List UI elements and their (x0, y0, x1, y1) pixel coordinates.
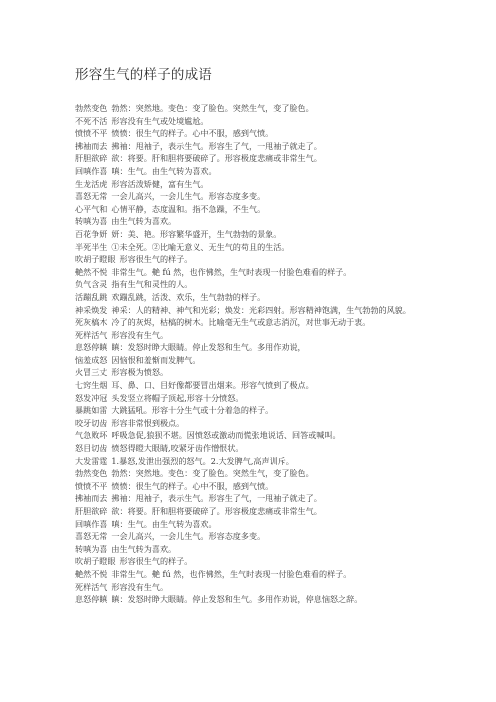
idiom-entry (75, 555, 434, 568)
idiom-definition: 嗔：生气。由生气转为喜欢。 (111, 518, 217, 529)
idiom-term: 愤愤不平 (75, 480, 108, 491)
idiom-entry (75, 429, 434, 442)
idiom-entry (75, 492, 434, 505)
idiom-entry (75, 341, 434, 354)
idiom-term: 生龙活虎 (75, 178, 108, 189)
idiom-entry (75, 165, 434, 178)
idiom-definition: 形容很生气的样子。 (119, 556, 193, 567)
idiom-entry (75, 379, 434, 392)
idiom-entry (75, 543, 434, 556)
idiom-definition: 形容极为愤怒。 (111, 367, 169, 378)
idiom-term: 怒目切齿 (75, 443, 108, 454)
idiom-entry (75, 316, 434, 329)
idiom-definition: 形容非常恨到极点。 (111, 417, 185, 428)
idiom-definition: 妍：美、艳。形容繁华盛开，生气勃勃的景象。 (111, 228, 282, 239)
idiom-definition: 愤愤：很生气的样子。心中不服，感到气愤。 (111, 480, 274, 491)
idiom-definition: 耳、鼻、口、目好像都要冒出烟来。形容气愤到了极点。 (111, 380, 314, 391)
idiom-definition: 心情平静，态度温和。指不急躁，不生气。 (111, 203, 266, 214)
idiom-definition: 勃然：突然地。变色：变了脸色。突然生气，变了脸色。 (111, 103, 314, 113)
idiom-definition: 形容没有生气。 (111, 329, 169, 340)
idiom-definition: 形容活泼矫健，富有生气。 (111, 178, 209, 189)
idiom-term: 勃然变色 (75, 103, 108, 113)
idiom-entry (75, 354, 434, 367)
idiom-entry (75, 291, 434, 304)
idiom-entry (75, 455, 434, 468)
idiom-definition: 呼吸急促,狼狈不堪。因愤怒或激动而慌张地说话、回答或喊叫。 (111, 430, 341, 441)
idiom-term: 拂袖而去 (75, 140, 108, 151)
idiom-definition: 瞋：发怒时睁大眼睛。停止发怒和生气。多用作劝说， (111, 342, 306, 353)
idiom-entry (75, 480, 434, 493)
idiom-term: 百花争妍 (75, 228, 108, 239)
idiom-definition: 勃然：突然地。变色：变了脸色。突然生气，变了脸色。 (111, 468, 314, 479)
idiom-entry (75, 228, 434, 241)
idiom-entry (75, 593, 434, 606)
idiom-entry (75, 467, 434, 480)
idiom-entry (75, 329, 434, 342)
idiom-entry (75, 190, 434, 203)
idiom-term: 负气含灵 (75, 279, 108, 290)
idiom-term: 喜怒无常 (75, 531, 108, 542)
idiom-entry (75, 102, 434, 115)
idiom-entry (75, 241, 434, 254)
idiom-entry (75, 127, 434, 140)
idiom-term: 回嗔作喜 (75, 165, 108, 176)
idiom-term: 肝胆欲碎 (75, 506, 108, 516)
idiom-entry (75, 304, 434, 317)
idiom-entry (75, 215, 434, 228)
idiom-term: 恼羞成怒 (75, 354, 108, 365)
idiom-list (75, 102, 434, 606)
idiom-definition: 冷了的灰烬，枯槁的树木。比喻毫无生气或意志消沉，对世事无动于衷。 (111, 317, 371, 328)
idiom-term: 艴然不悦 (75, 266, 108, 277)
idiom-entry (75, 140, 434, 153)
idiom-term: 神采焕发 (75, 304, 108, 315)
idiom-entry (75, 518, 434, 531)
idiom-definition: 1.暴怒,发泄出强烈的怒气。2.大发脾气,高声训斥。 (111, 455, 294, 466)
idiom-term: 气急败坏 (75, 430, 108, 441)
idiom-entry (75, 581, 434, 594)
idiom-definition: 神采：人的精神、神气和光彩；焕发：光彩四射。形容精神饱满，生气勃勃的风貌。 (111, 304, 411, 315)
idiom-definition: 形容没有生气。 (111, 581, 169, 592)
idiom-definition: 头发竖立将帽子顶起,形容十分愤怒。 (111, 392, 244, 403)
idiom-term: 咬牙切齿 (75, 417, 108, 428)
idiom-entry (75, 530, 434, 543)
idiom-term: 愤愤不平 (75, 128, 108, 139)
idiom-definition: 形容没有生气或处境尴尬。 (111, 115, 209, 126)
idiom-entry (75, 442, 434, 455)
idiom-term: 艴然不悦 (75, 568, 108, 579)
idiom-definition: 一会儿高兴，一会儿生气。形容态度多变。 (111, 191, 266, 202)
idiom-definition: 一会儿高兴，一会儿生气。形容态度多变。 (111, 531, 266, 542)
idiom-term: 肝胆欲碎 (75, 153, 108, 164)
idiom-definition: 由生气转为喜欢。 (111, 543, 177, 554)
idiom-definition: 拂袖：甩袖子，表示生气。形容生了气，一甩袖子就走了。 (111, 140, 322, 151)
idiom-entry (75, 278, 434, 291)
idiom-definition: 愤愤：很生气的样子。心中不服，感到气愤。 (111, 128, 274, 139)
idiom-term: 息怒停瞋 (75, 342, 108, 353)
idiom-term: 回嗔作喜 (75, 518, 108, 529)
idiom-definition: 非常生气。艴 fú 然，也作怫然，生气时表现一付脸色难看的样子。 (111, 266, 352, 277)
document-title: 形容生气的样子的成语 (75, 67, 212, 83)
idiom-definition: 因恼恨和羞惭而发脾气。 (111, 354, 201, 365)
idiom-term: 勃然变色 (75, 468, 108, 479)
idiom-entry (75, 115, 434, 128)
idiom-term: 不死不活 (75, 115, 108, 126)
idiom-term: 死灰槁木 (75, 317, 108, 328)
idiom-entry (75, 404, 434, 417)
idiom-term: 半死半生 (75, 241, 108, 252)
idiom-definition: 由生气转为喜欢。 (111, 216, 177, 227)
idiom-definition: 欲：将要。肝和胆将要破碎了。形容极度悲痛或非常生气。 (111, 506, 322, 516)
idiom-entry (75, 366, 434, 379)
idiom-term: 吹胡子瞪眼 (75, 254, 116, 265)
idiom-entry (75, 568, 434, 581)
idiom-term: 七窍生烟 (75, 380, 108, 391)
idiom-definition: 嗔：生气。由生气转为喜欢。 (111, 165, 217, 176)
idiom-term: 死样活气 (75, 329, 108, 340)
idiom-term: 转嗔为喜 (75, 543, 108, 554)
idiom-definition: 欢蹦乱跳，活泼、欢乐，生气勃勃的样子。 (111, 291, 266, 302)
idiom-term: 息怒停瞋 (75, 594, 108, 605)
idiom-definition: 非常生气。艴 fú 然，也作怫然，生气时表现一付脸色难看的样子。 (111, 568, 352, 579)
idiom-entry (75, 417, 434, 430)
idiom-definition: 愤怒得瞪大眼睛,咬紧牙齿作憎恨状。 (111, 443, 244, 454)
idiom-definition: 形容很生气的样子。 (119, 254, 193, 265)
idiom-term: 喜怒无常 (75, 191, 108, 202)
idiom-entry (75, 266, 434, 279)
idiom-entry (75, 203, 434, 216)
idiom-entry (75, 392, 434, 405)
idiom-definition: 欲：将要。肝和胆将要破碎了。形容极度悲痛或非常生气。 (111, 153, 322, 164)
idiom-term: 死样活气 (75, 581, 108, 592)
idiom-entry (75, 152, 434, 165)
idiom-entry (75, 253, 434, 266)
idiom-entry (75, 178, 434, 191)
idiom-entry (75, 505, 434, 518)
idiom-term: 拂袖而去 (75, 493, 108, 504)
idiom-term: 活蹦乱跳 (75, 291, 108, 302)
idiom-term: 心平气和 (75, 203, 108, 214)
idiom-definition: 指有生气和灵性的人。 (111, 279, 193, 290)
idiom-definition: ①未全死。②比喻无意义、无生气的苟且的生活。 (111, 241, 290, 252)
idiom-definition: 瞋：发怒时睁大眼睛。停止发怒和生气。多用作劝说，停息恼怒之辞。 (111, 594, 363, 605)
idiom-definition: 大跳猛吼。形容十分生气或十分着急的样子。 (111, 405, 274, 416)
idiom-definition: 拂袖：甩袖子，表示生气。形容生了气，一甩袖子就走了。 (111, 493, 322, 504)
idiom-term: 暴跳如雷 (75, 405, 108, 416)
idiom-term: 怒发冲冠 (75, 392, 108, 403)
idiom-term: 大发雷霆 (75, 455, 108, 466)
idiom-term: 转嗔为喜 (75, 216, 108, 227)
idiom-term: 火冒三丈 (75, 367, 108, 378)
idiom-term: 吹胡子瞪眼 (75, 556, 116, 567)
